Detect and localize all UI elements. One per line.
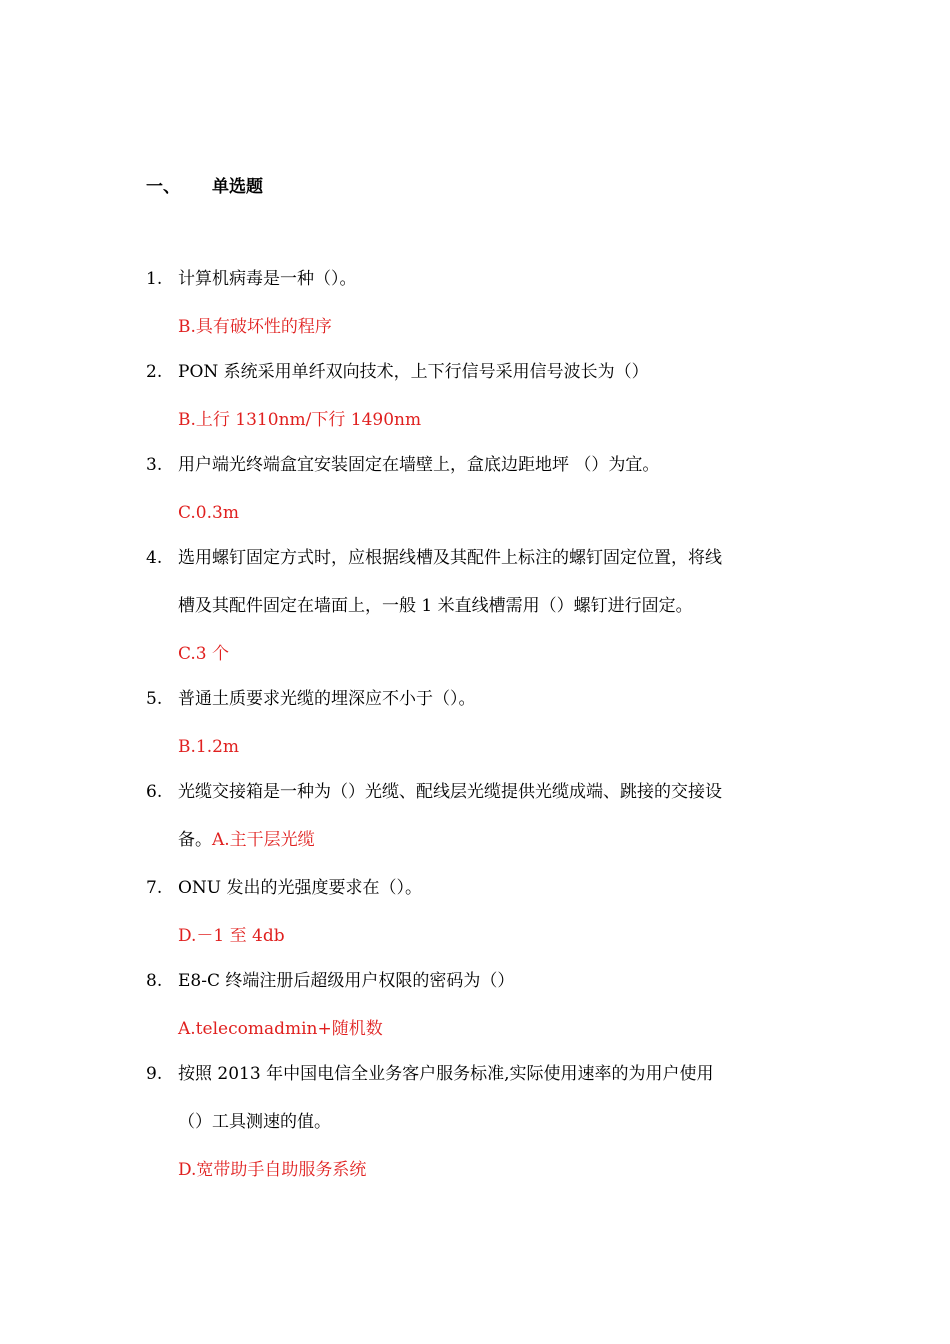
question-text <box>178 1057 713 1091</box>
answer-text: C.0.3m <box>178 503 239 523</box>
answer-text: A.telecomadmin+随机数 <box>178 1019 383 1039</box>
question-text-segment: 备。 <box>178 830 212 850</box>
question-number: 5. <box>146 689 163 709</box>
question-item <box>146 964 826 1057</box>
question-number: 6. <box>146 782 163 802</box>
question-line <box>146 448 826 496</box>
question-text-segment: 光缆交接箱是一种为（）光缆、配线层光缆提供光缆成端、跳接的交接设 <box>178 782 722 802</box>
question-list <box>146 262 826 1198</box>
question-line <box>146 775 826 823</box>
question-text <box>178 823 315 857</box>
question-text <box>178 871 422 905</box>
question-text <box>178 1105 331 1139</box>
question-number: 7. <box>146 878 163 898</box>
question-text-segment: 计算机病毒是一种（）。 <box>178 269 357 289</box>
question-item <box>146 541 826 682</box>
question-item <box>146 871 826 964</box>
question-number: 3. <box>146 455 163 475</box>
question-item <box>146 1057 826 1198</box>
question-number: 1. <box>146 269 163 289</box>
answer-text: B.1.2m <box>178 737 240 757</box>
question-text-segment: 选用螺钉固定方式时，应根据线槽及其配件上标注的螺钉固定位置，将线 <box>178 548 722 568</box>
question-item <box>146 775 826 871</box>
question-number: 4. <box>146 548 163 568</box>
question-item <box>146 448 826 541</box>
section-title: 单选题 <box>212 177 263 197</box>
question-text <box>178 589 693 623</box>
answer-text: B.上行 1310nm/下行 1490nm <box>178 410 422 430</box>
answer-text: D.－1 至 4db <box>178 926 285 946</box>
question-line <box>146 589 826 637</box>
question-item <box>146 355 826 448</box>
question-text-segment: 用户端光终端盒宜安装固定在墙壁上，盒底边距地坪 （）为宜。 <box>178 455 660 475</box>
question-text-segment: E8-C 终端注册后超级用户权限的密码为（） <box>178 971 515 991</box>
question-line <box>146 871 826 919</box>
question-item <box>146 262 826 355</box>
question-item <box>146 682 826 775</box>
question-line <box>146 1057 826 1105</box>
question-text <box>178 964 514 998</box>
section-heading <box>146 172 263 197</box>
question-line <box>146 964 826 1012</box>
question-line <box>146 1105 826 1153</box>
section-number: 一、 <box>146 177 180 197</box>
question-text-segment: 槽及其配件固定在墙面上，一般 1 米直线槽需用（）螺钉进行固定。 <box>178 596 693 616</box>
answer-text: A.主干层光缆 <box>212 830 315 850</box>
question-number: 2. <box>146 362 163 382</box>
question-text <box>178 541 722 575</box>
question-line <box>146 682 826 730</box>
question-text-segment: 普通土质要求光缆的埋深应不小于（）。 <box>178 689 476 709</box>
question-text <box>178 355 649 389</box>
question-line <box>146 262 826 310</box>
question-number: 9. <box>146 1064 163 1084</box>
answer-text: C.3 个 <box>178 644 230 664</box>
question-number: 8. <box>146 971 163 991</box>
answer-text: D.宽带助手自助服务系统 <box>178 1160 367 1180</box>
question-text-segment: （）工具测速的值。 <box>178 1112 331 1132</box>
answer-text: B.具有破坏性的程序 <box>178 317 332 337</box>
question-text-segment: 按照 2013 年中国电信全业务客户服务标准,实际使用速率的为用户使用 <box>178 1064 714 1084</box>
question-line <box>146 823 826 871</box>
question-line <box>146 355 826 403</box>
question-text <box>178 682 476 716</box>
question-text <box>178 262 357 296</box>
question-text-segment: ONU 发出的光强度要求在（）。 <box>178 878 423 898</box>
question-text <box>178 775 722 809</box>
question-line <box>146 541 826 589</box>
question-text-segment: PON 系统采用单纤双向技术，上下行信号采用信号波长为（） <box>178 362 649 382</box>
question-text <box>178 448 659 482</box>
